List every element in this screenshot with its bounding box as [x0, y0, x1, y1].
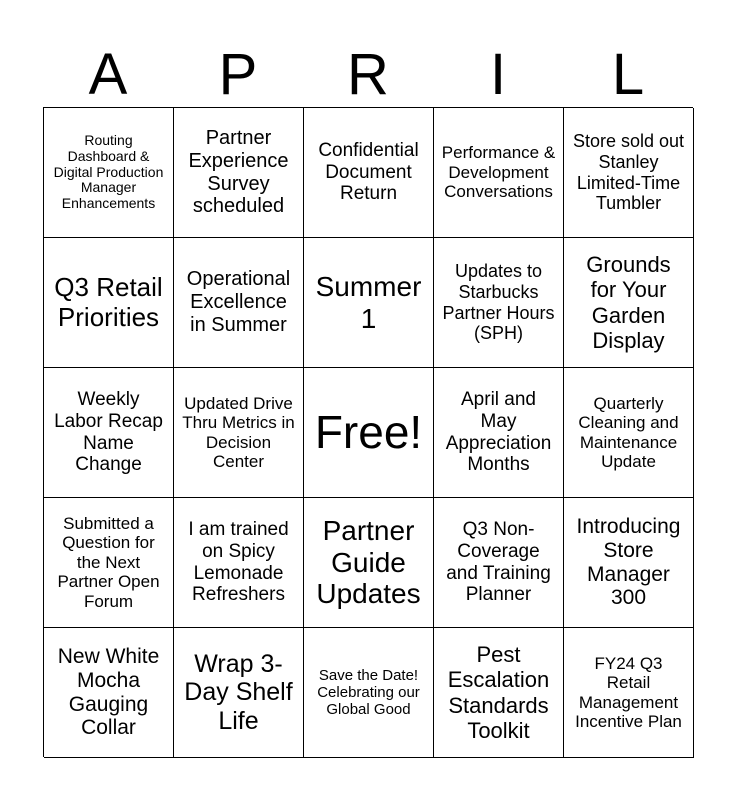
bingo-free-space[interactable]: Free! — [304, 368, 434, 498]
bingo-cell[interactable]: Quarterly Cleaning and Maintenance Update — [564, 368, 694, 498]
bingo-cell[interactable]: Wrap 3-Day Shelf Life — [174, 628, 304, 758]
title-letter: L — [611, 42, 645, 107]
bingo-cell[interactable]: Updates to Starbucks Partner Hours (SPH) — [434, 238, 564, 368]
bingo-cell[interactable]: Performance & Development Conversations — [434, 108, 564, 238]
bingo-cell[interactable]: Introducing Store Manager 300 — [564, 498, 694, 628]
bingo-cell[interactable]: I am trained on Spicy Lemonade Refreshers — [174, 498, 304, 628]
bingo-cell[interactable]: Summer 1 — [304, 238, 434, 368]
bingo-cell[interactable]: Operational Excellence in Summer — [174, 238, 304, 368]
bingo-cell[interactable]: New White Mocha Gauging Collar — [44, 628, 174, 758]
title-letter: P — [218, 42, 258, 107]
bingo-cell[interactable]: Q3 Retail Priorities — [44, 238, 174, 368]
bingo-title — [43, 40, 693, 108]
title-letter: R — [347, 42, 389, 107]
bingo-cell[interactable]: Routing Dashboard & Digital Production Manager Enhancements — [44, 108, 174, 238]
bingo-cell[interactable]: Save the Date! Celebrating our Global Good — [304, 628, 434, 758]
bingo-cell[interactable]: Submitted a Question for the Next Partner Open Forum — [44, 498, 174, 628]
title-letter: A — [88, 42, 128, 107]
title-letter: I — [489, 42, 507, 107]
bingo-cell[interactable]: Pest Escalation Standards Toolkit — [434, 628, 564, 758]
bingo-cell[interactable]: Weekly Labor Recap Name Change — [44, 368, 174, 498]
bingo-cell[interactable]: Partner Guide Updates — [304, 498, 434, 628]
bingo-cell[interactable]: Updated Drive Thru Metrics in Decision Center — [174, 368, 304, 498]
bingo-cell[interactable]: Confidential Document Return — [304, 108, 434, 238]
bingo-board — [43, 107, 693, 757]
bingo-cell[interactable]: Store sold out Stanley Limited-Time Tumbler — [564, 108, 694, 238]
bingo-cell[interactable]: April and May Appreciation Months — [434, 368, 564, 498]
bingo-cell[interactable]: Grounds for Your Garden Display — [564, 238, 694, 368]
bingo-cell[interactable]: FY24 Q3 Retail Management Incentive Plan — [564, 628, 694, 758]
bingo-cell[interactable]: Partner Experience Survey scheduled — [174, 108, 304, 238]
bingo-cell[interactable]: Q3 Non-Coverage and Training Planner — [434, 498, 564, 628]
